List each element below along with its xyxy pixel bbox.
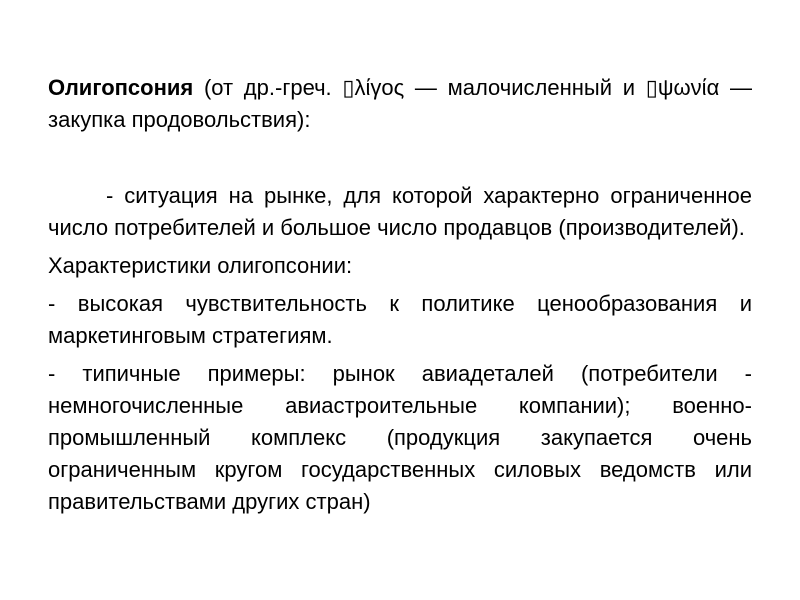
term-origin: (от др.-греч. ▯λίγος — малочисленный и ▯ψωνία — закупка продовольствия): (48, 75, 752, 132)
characteristic-item: - типичные примеры: рынок авиадеталей (потребители - немногочисленные авиастроительные компании); военно-промышленный комплекс (продукция закупается очень ограниченным кругом государственных силовых ведомств или правительствами других стран) (48, 361, 752, 514)
definition-paragraph (48, 72, 752, 136)
slide-content (48, 72, 752, 518)
characteristic-item: - высокая чувствительность к политике ценообразования и маркетинговым стратегиям. (48, 291, 752, 348)
characteristics-heading: Характеристики олигопсонии: (48, 253, 353, 278)
term-title: Олигопсония (48, 75, 194, 100)
description-paragraph: - ситуация на рынке, для которой характерно ограниченное число потребителей и большое число продавцов (производителей). (48, 183, 752, 240)
